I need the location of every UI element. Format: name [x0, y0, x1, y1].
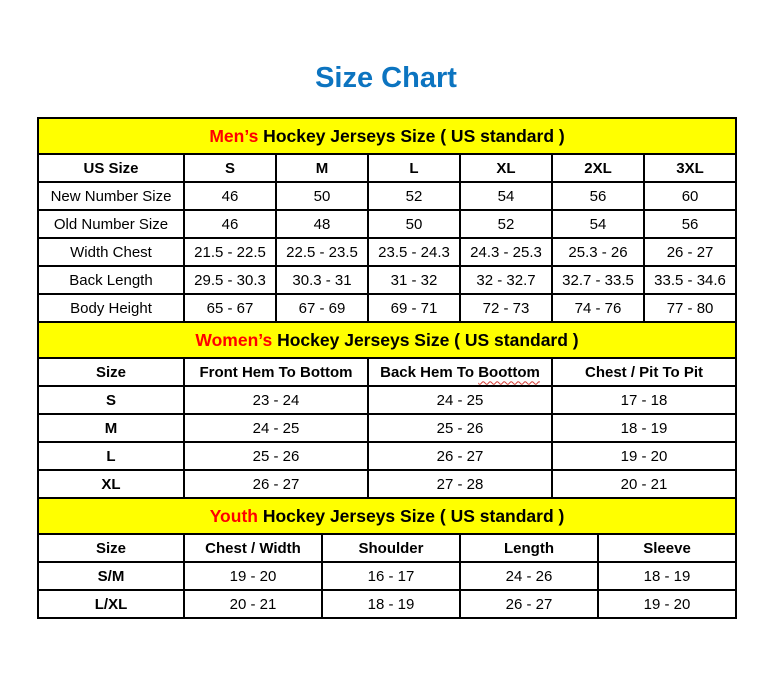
column-header-shoulder: Shoulder [322, 534, 460, 562]
table-row-old-number-size [38, 210, 736, 238]
misspelled-word: Boottom [478, 363, 540, 381]
table-cell: 32 - 32.7 [460, 266, 552, 294]
table-cell: 19 - 20 [552, 442, 736, 470]
table-cell: 67 - 69 [276, 294, 368, 322]
table-cell: 77 - 80 [644, 294, 736, 322]
row-label: M [38, 414, 184, 442]
column-header-front-hem: Front Hem To Bottom [184, 358, 368, 386]
column-header-chest-width: Chest / Width [184, 534, 322, 562]
table-cell: 24 - 25 [368, 386, 552, 414]
table-cell: 18 - 19 [598, 562, 736, 590]
row-label: S/M [38, 562, 184, 590]
row-label: S [38, 386, 184, 414]
table-cell: 22.5 - 23.5 [276, 238, 368, 266]
table-cell: 26 - 27 [184, 470, 368, 498]
mens-section-title-accent: Men’s [209, 125, 259, 146]
table-cell: 25.3 - 26 [552, 238, 644, 266]
table-cell: 27 - 28 [368, 470, 552, 498]
table-cell: 26 - 27 [460, 590, 598, 618]
table-row-womens-m [38, 414, 736, 442]
table-cell: 69 - 71 [368, 294, 460, 322]
column-header-3xl: 3XL [644, 154, 736, 182]
table-cell: 20 - 21 [184, 590, 322, 618]
youth-size-table [37, 497, 737, 619]
table-cell: 54 [552, 210, 644, 238]
table-cell: 54 [460, 182, 552, 210]
table-cell: 52 [368, 182, 460, 210]
table-row-womens-l [38, 442, 736, 470]
column-header-m: M [276, 154, 368, 182]
table-cell: 18 - 19 [322, 590, 460, 618]
table-cell: 25 - 26 [368, 414, 552, 442]
row-label: L/XL [38, 590, 184, 618]
table-cell: 18 - 19 [552, 414, 736, 442]
column-header-sleeve: Sleeve [598, 534, 736, 562]
mens-header-row [38, 154, 736, 182]
womens-header-row [38, 358, 736, 386]
page-title: Size Chart [315, 62, 457, 94]
column-header-size: Size [38, 534, 184, 562]
table-cell: 56 [644, 210, 736, 238]
table-row-womens-s [38, 386, 736, 414]
table-cell: 24 - 25 [184, 414, 368, 442]
youth-section-header-row [38, 498, 736, 534]
column-header-chest-pit: Chest / Pit To Pit [552, 358, 736, 386]
table-cell: 26 - 27 [368, 442, 552, 470]
table-cell: 74 - 76 [552, 294, 644, 322]
table-cell: 60 [644, 182, 736, 210]
row-label: Body Height [38, 294, 184, 322]
table-cell: 31 - 32 [368, 266, 460, 294]
table-row-youth-sm [38, 562, 736, 590]
column-header-2xl: 2XL [552, 154, 644, 182]
row-label: Back Length [38, 266, 184, 294]
table-row-body-height [38, 294, 736, 322]
table-cell: 32.7 - 33.5 [552, 266, 644, 294]
table-cell: 24 - 26 [460, 562, 598, 590]
table-row-width-chest [38, 238, 736, 266]
column-header-us-size: US Size [38, 154, 184, 182]
mens-section-title-rest: Hockey Jerseys Size ( US standard ) [258, 125, 565, 146]
table-cell: 20 - 21 [552, 470, 736, 498]
table-cell: 46 [184, 210, 276, 238]
table-cell: 50 [276, 182, 368, 210]
table-cell: 26 - 27 [644, 238, 736, 266]
table-cell: 46 [184, 182, 276, 210]
row-label: Width Chest [38, 238, 184, 266]
mens-section-header-row [38, 118, 736, 154]
womens-size-table [37, 321, 737, 499]
column-header-xl: XL [460, 154, 552, 182]
table-cell: 65 - 67 [184, 294, 276, 322]
womens-section-title-accent: Women’s [195, 329, 273, 350]
table-cell: 30.3 - 31 [276, 266, 368, 294]
table-cell: 19 - 20 [598, 590, 736, 618]
table-cell: 24.3 - 25.3 [460, 238, 552, 266]
mens-size-table [37, 117, 737, 323]
mens-section-title [38, 118, 736, 154]
womens-section-title-rest: Hockey Jerseys Size ( US standard ) [272, 329, 579, 350]
row-label: XL [38, 470, 184, 498]
womens-section-title [38, 322, 736, 358]
womens-section-header-row [38, 322, 736, 358]
table-cell: 23.5 - 24.3 [368, 238, 460, 266]
table-row-new-number-size [38, 182, 736, 210]
table-cell: 19 - 20 [184, 562, 322, 590]
column-header-back-hem-text: Back Hem To [380, 363, 479, 381]
column-header-length: Length [460, 534, 598, 562]
table-cell: 25 - 26 [184, 442, 368, 470]
row-label: L [38, 442, 184, 470]
youth-section-title-accent: Youth [209, 505, 258, 526]
row-label: Old Number Size [38, 210, 184, 238]
table-cell: 23 - 24 [184, 386, 368, 414]
youth-section-title-rest: Hockey Jerseys Size ( US standard ) [257, 505, 565, 526]
table-cell: 72 - 73 [460, 294, 552, 322]
youth-section-title [38, 498, 736, 534]
column-header-back-hem [368, 358, 552, 386]
table-cell: 33.5 - 34.6 [644, 266, 736, 294]
table-row-womens-xl [38, 470, 736, 498]
table-cell: 29.5 - 30.3 [184, 266, 276, 294]
table-cell: 17 - 18 [552, 386, 736, 414]
table-cell: 21.5 - 22.5 [184, 238, 276, 266]
table-cell: 56 [552, 182, 644, 210]
table-cell: 50 [368, 210, 460, 238]
table-cell: 48 [276, 210, 368, 238]
row-label: New Number Size [38, 182, 184, 210]
column-header-size: Size [38, 358, 184, 386]
column-header-s: S [184, 154, 276, 182]
table-cell: 52 [460, 210, 552, 238]
column-header-l: L [368, 154, 460, 182]
table-cell: 16 - 17 [322, 562, 460, 590]
table-row-youth-lxl [38, 590, 736, 618]
table-row-back-length [38, 266, 736, 294]
youth-header-row [38, 534, 736, 562]
